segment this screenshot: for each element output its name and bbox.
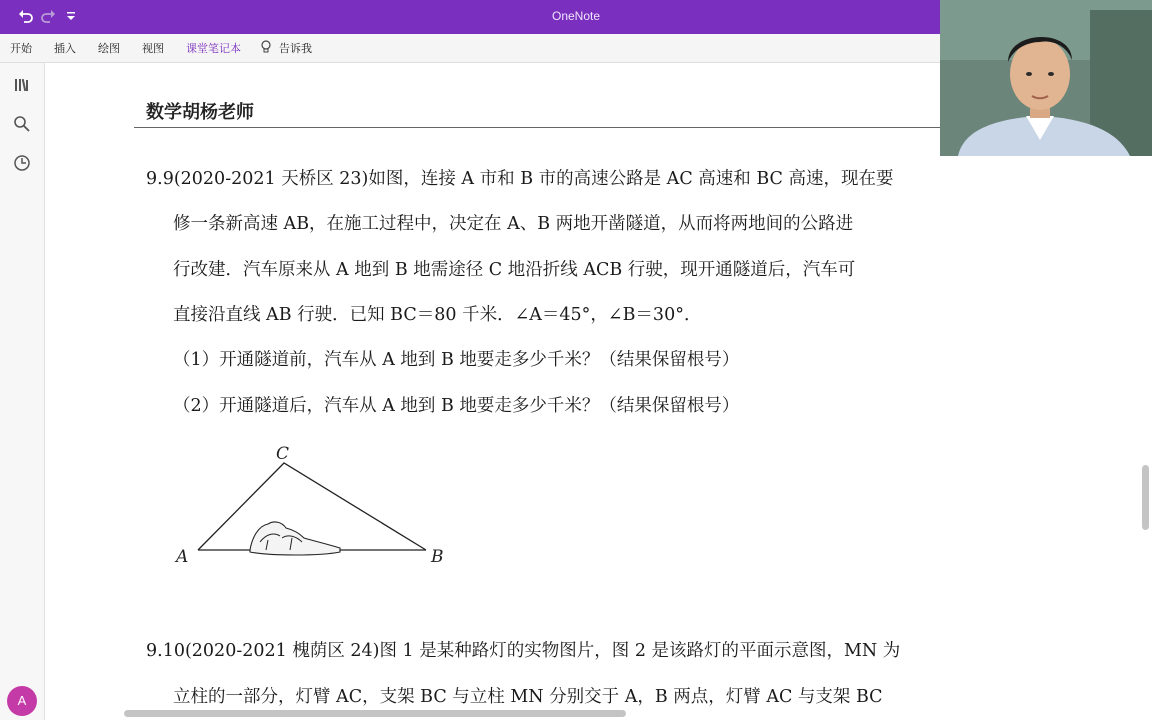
label-b: B: [431, 547, 444, 567]
question-1: （1）开通隧道前，汽车从 A 地到 B 地要走多少千米？（结果保留根号）: [173, 350, 740, 370]
problem-9-9-line-1: 9.9(2020-2021 天桥区 23)如图，连接 A 市和 B 市的高速公路是 AC 高速和 BC 高速，现在要: [146, 169, 894, 189]
problem-9-9-line-4: 直接沿直线 AB 行驶．已知 BC＝80 千米．∠A＝45°，∠B＝30°．: [173, 305, 702, 325]
lightbulb-icon: [260, 40, 272, 57]
webcam-overlay: [940, 0, 1152, 156]
tab-home[interactable]: 开始: [10, 42, 32, 55]
label-c: C: [276, 444, 290, 464]
problem-9-9-line-3: 行改建．汽车原来从 A 地到 B 地需途径 C 地沿折线 ACB 行驶，现开通隧道后，汽车可: [173, 260, 856, 280]
page-title: 数学胡杨老师: [146, 102, 254, 123]
triangle-figure: [170, 438, 460, 573]
presenter-video: [940, 0, 1152, 156]
tab-view[interactable]: 视图: [142, 42, 164, 55]
vertical-scrollbar[interactable]: [1142, 465, 1149, 530]
tab-insert[interactable]: 插入: [54, 42, 76, 55]
mountain-tunnel-icon: [250, 522, 340, 555]
recent-icon[interactable]: [12, 153, 32, 173]
triangle-sides: [198, 463, 426, 550]
label-a: A: [176, 547, 189, 567]
notebooks-icon[interactable]: [12, 75, 32, 95]
problem-9-10-line-1: 9.10(2020-2021 槐荫区 24)图 1 是某种路灯的实物图片，图 2 是该路灯的平面示意图，MN 为: [146, 641, 901, 661]
tab-tell-me[interactable]: 告诉我: [279, 42, 312, 55]
tab-draw[interactable]: 绘图: [98, 42, 120, 55]
problem-9-9-line-2: 修一条新高速 AB，在施工过程中，决定在 A、B 两地开凿隧道，从而将两地间的公路进: [173, 214, 854, 234]
title-underline: [134, 127, 940, 128]
search-icon[interactable]: [12, 114, 32, 134]
navigation-rail: [0, 63, 45, 720]
avatar[interactable]: A: [7, 686, 37, 716]
horizontal-scrollbar[interactable]: [124, 710, 626, 717]
problem-9-10-line-2: 立柱的一部分，灯臂 AC，支架 BC 与立柱 MN 分别交于 A，B 两点，灯臂 AC 与支架 BC: [173, 687, 883, 707]
app-title: OneNote: [551, 9, 601, 23]
question-2: （2）开通隧道后，汽车从 A 地到 B 地要走多少千米？（结果保留根号）: [173, 396, 740, 416]
tab-class-notebook[interactable]: 课堂笔记本: [186, 42, 241, 55]
